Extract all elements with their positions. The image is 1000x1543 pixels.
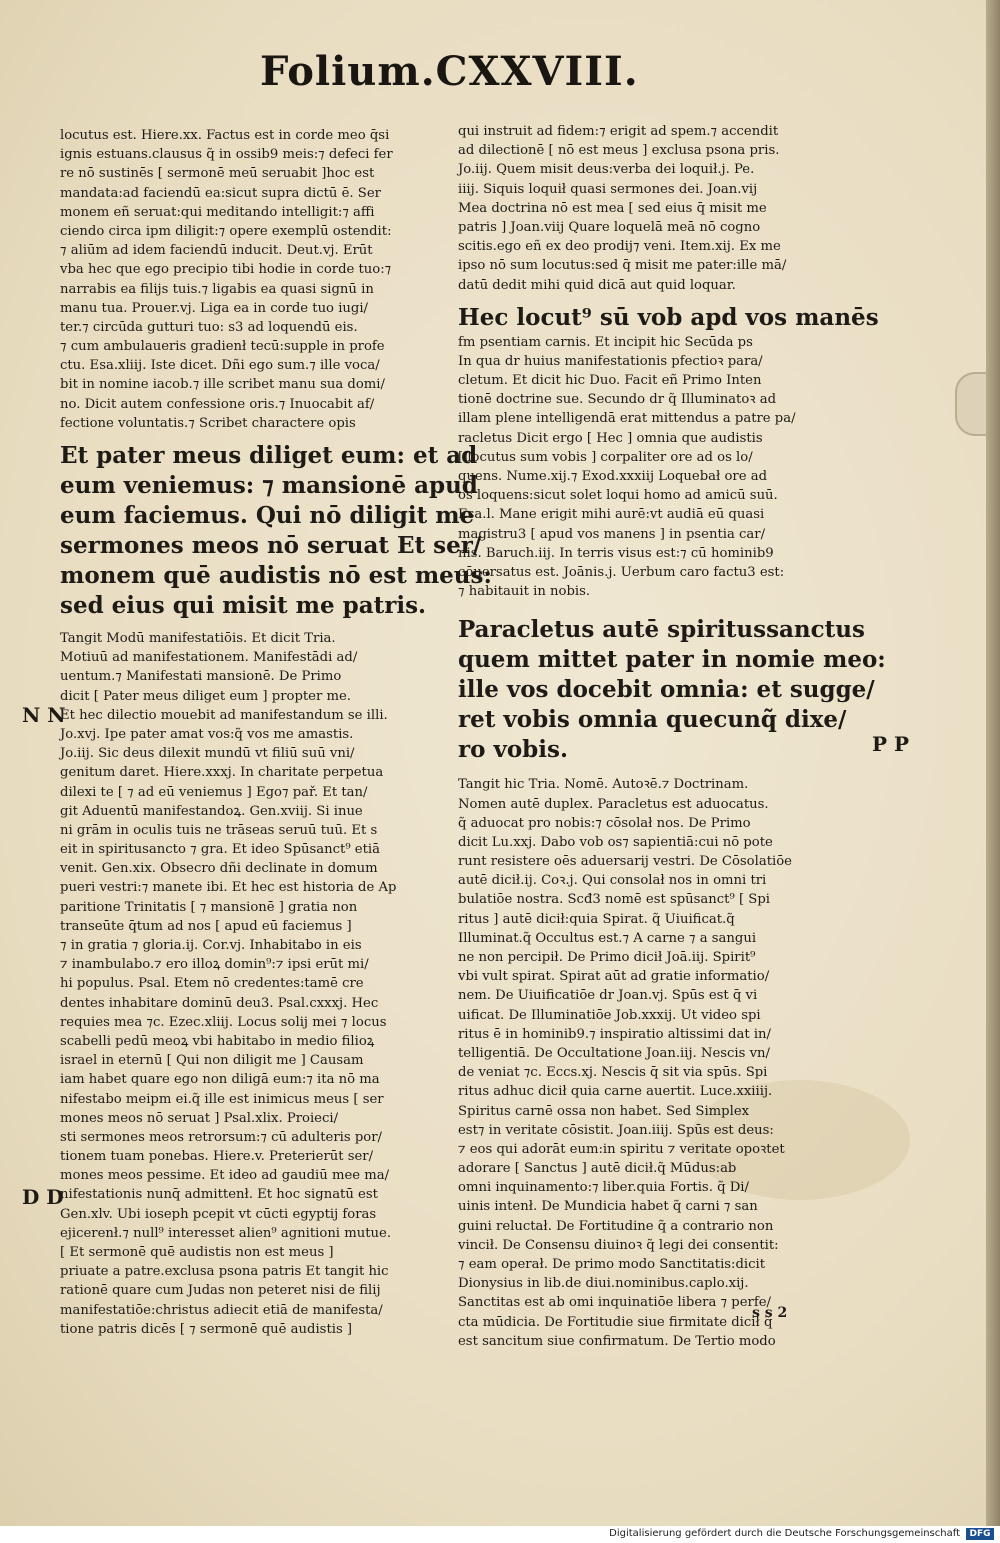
text-line: nis. Baruch.iij. In terris visus est:⁊ cū hominib9 [458, 545, 774, 561]
text-line: cōuersatus est. Joānis.j. Uerbum caro factu3 est: [458, 564, 785, 580]
text-line: monem eñ seruat:qui meditando intelligit:⁊ affi [60, 204, 375, 220]
margin-note-left-bottom: D D [22, 1185, 64, 1209]
gospel-line: ro vobis. [458, 736, 568, 764]
gospel-line: Et pater meus diliget eum: et ad [60, 442, 478, 469]
text-line: re nō sustinēs [ sermonē meū seruabit ]hoc est [60, 166, 375, 182]
text-line: ⁊ eos qui adorāt eum:in spiritu ⁊ veritate opoꝛtet [458, 1141, 785, 1157]
text-line: manifestatiōe:christus adiecit etiā de manifesta/ [60, 1302, 383, 1318]
text-line: iiij. Siquis loquił quasi sermones dei. Joan.vij [458, 181, 758, 197]
text-line: omni inquinamento:⁊ liber.quia Fortis. q̃ Di/ [458, 1180, 749, 1196]
text-line: uificat. De Illuminatiōe Job.xxxij. Ut video spi [458, 1007, 761, 1023]
text-line: ritus ] autē dicił:quia Spirat. q̃ Uiuificat.q̃ [458, 911, 735, 927]
gospel-line: monem quē audistis nō est meus: [60, 562, 492, 589]
text-line: runt resistere oēs aduersarij vestri. De Cōsolatiōe [458, 854, 792, 870]
left-column [60, 126, 492, 1339]
gospel-line: Hec locut⁹ sū vob apd vos manēs [458, 303, 879, 331]
text-line: requies mea ⁊c. Ezec.xliij. Locus solij mei ⁊ locus [60, 1014, 387, 1030]
text-line: os loquens:sicut solet loqui homo ad amicū suū. [458, 488, 778, 504]
text-line: bit in nomine iacob.⁊ ille scribet manu sua domi/ [60, 377, 385, 393]
right-commentary-block-2 [458, 333, 846, 602]
text-line: dilexi te [ ⁊ ad eū veniemus ] Ego⁊ pař. Et tan/ [60, 784, 368, 800]
text-line: [ locutus sum vobis ] corpaliter ore ad os lo/ [458, 449, 753, 465]
text-line: Jo.iij. Sic deus dilexit mundū vt filiū suū vni/ [60, 746, 355, 762]
text-line: no. Dicit autem confessione oris.⁊ Inuocabit af/ [60, 396, 375, 412]
text-line: In qua dr huius manifestationis pfectioꝛ para/ [458, 353, 763, 369]
text-line: Sanctitas est ab omi inquinatiōe libera ⁊ perfe/ [458, 1295, 771, 1311]
text-line: dicit Lu.xxj. Dabo vob os⁊ sapientiā:cui nō pote [458, 834, 773, 850]
gospel-line: sed eius qui misit me patris. [60, 592, 427, 619]
margin-note-left-top: N N [22, 703, 66, 727]
text-line: uentum.⁊ Manifestati mansionē. De Primo [60, 669, 342, 685]
right-commentary-block-1 [458, 122, 846, 295]
text-line: ignis estuans.clausus q̃ in ossib9 meis:⁊ defeci fer [60, 147, 393, 163]
text-line: telligentiā. De Occultatione Joan.iij. Nescis vn/ [458, 1045, 770, 1061]
text-line: Motiuū ad manifestationem. Manifestādi ad/ [60, 650, 358, 666]
text-line: de veniat ⁊c. Eccs.xj. Nescis q̄ sit via spūs. Spi [458, 1065, 768, 1081]
folio-header: Folium.CXXVIII. [260, 48, 639, 95]
text-line: transeūte q̄tum ad nos [ apud eū faciemus ] [60, 918, 352, 934]
text-line: illam plene intelligendā erat mittendus a patre pa/ [458, 411, 796, 427]
text-line: ⁊ aliūm ad idem faciendū inducit. Deut.vj. Erūt [60, 243, 373, 259]
text-line: ad dilectionē [ nō est meus ] exclusa psona pris. [458, 143, 780, 159]
text-line: nifestationis nunq̄ admittenł. Et hoc signatū est [60, 1187, 378, 1203]
text-line: cletum. Et dicit hic Duo. Facit eñ Primo Inten [458, 373, 762, 389]
text-line: manu tua. Prouer.vj. Liga ea in corde tuo iugi/ [60, 300, 369, 316]
gospel-line: ret vobis omnia quecunq̃ dixe/ [458, 706, 847, 734]
text-line: patris ] Joan.viij Quare loquelā meā nō cogno [458, 219, 761, 235]
margin-note-right: P P [872, 732, 910, 756]
right-commentary-block-3 [458, 775, 846, 1351]
text-line: hi populus. Psal. Etem nō credentes:tamē cre [60, 976, 364, 992]
text-line: genitum daret. Hiere.xxxj. In charitate perpetua [60, 765, 384, 781]
text-line: [ Et sermonē quē audistis non est meus ] [60, 1245, 334, 1260]
text-line: tione patris dicēs [ ⁊ sermonē quē audistis ] [60, 1321, 353, 1337]
text-line: ⁊ habitauit in nobis. [458, 584, 591, 600]
right-gospel-text-1 [458, 303, 879, 333]
text-line: locutus est. Hiere.xx. Factus est in corde meo q̄si [60, 128, 390, 143]
text-line: fectione voluntatis.⁊ Scribet charactere opis [60, 415, 356, 431]
text-line: tionē doctrine sue. Secundo dr q̃ Illuminatoꝛ ad [458, 392, 777, 408]
text-line: adorare [ Sanctus ] autē dicił.q̃ Mūdus:ab [458, 1161, 737, 1177]
left-commentary-block-2 [60, 629, 445, 1339]
text-line: datū dedit mihi quid dicā aut quid loquar. [458, 277, 736, 293]
text-line: ne non percipił. De Primo dicił Joā.iij. Spirit⁹ [458, 950, 756, 965]
text-line: nifestabo meipm ei.q̃ ille est inimicus meus [ ser [60, 1091, 384, 1107]
text-line: ter.⁊ circūda gutturi tuo: s3 ad loquendū eis. [60, 319, 358, 335]
right-gospel-text-2 [458, 615, 886, 765]
text-line: scitis.ego eñ ex deo prodij⁊ veni. Item.xij. Ex me [458, 239, 781, 255]
text-line: vbi vult spirat. Spirat aūt ad gratie informatio/ [458, 969, 770, 985]
text-line: ritus adhuc dicił quia carne auertit. Luce.xxiiij. [458, 1084, 773, 1100]
text-line: mones meos pessime. Et ideo ad gaudiū mee ma/ [60, 1168, 390, 1184]
gospel-line: ille vos docebit omnia: et sugge/ [458, 676, 875, 704]
text-line: ⁊ eam operał. De primo modo Sanctitatis:dicit [458, 1257, 766, 1272]
text-line: sti sermones meos retrorsum:⁊ cū adulteris por/ [60, 1129, 382, 1145]
gospel-line: eum faciemus. Qui nō diligit me [60, 502, 475, 529]
dfg-logo: DFG [966, 1528, 994, 1540]
text-line: ni grām in oculis tuis ne trāseas seruū tuū. Et s [60, 822, 378, 838]
gospel-line: eum veniemus: ⁊ mansionē apud [60, 472, 478, 499]
text-line: q̃ aduocat pro nobis:⁊ cōsolał nos. De Primo [458, 815, 751, 831]
text-line: pueri vestri:⁊ manete ibi. Et hec est historia de Ap [60, 880, 397, 896]
text-line: paritione Trinitatis [ ⁊ mansionē ] gratia non [60, 899, 358, 915]
text-line: Tangit Modū manifestatiōis. Et dicit Tria. [60, 631, 336, 646]
signature-mark: s s 2 [752, 1305, 788, 1321]
text-line: Nomen autē duplex. Paracletus est aduocatus. [458, 796, 769, 812]
text-line: Tangit hic Tria. Nomē. Autoꝛē.⁊ Doctrinam. [458, 777, 749, 793]
text-line: mones meos nō seruat ] Psal.xlix. Proieci/ [60, 1110, 339, 1126]
right-column [458, 122, 886, 1351]
left-gospel-text [60, 441, 492, 621]
text-line: git Aduentū manifestandoꝝ. Gen.xviij. Si inue [60, 803, 363, 819]
footer-bar [0, 1526, 1000, 1543]
text-line: ejicerenł.⁊ null⁹ interesset alien⁹ agnitioni mutue. [60, 1225, 392, 1241]
text-line: ctu. Esa.xliij. Iste dicet. Dñi ego sum.⁊ ille voca/ [60, 358, 380, 374]
text-line: Dionysius in lib.de diui.nominibus.caplo.xij. [458, 1276, 749, 1292]
text-line: ritus ē in hominib9.⁊ inspiratio altissimi dat in/ [458, 1026, 771, 1042]
text-line: Spiritus carnē ossa non habet. Sed Simplex [458, 1103, 750, 1119]
text-line: guini reluctał. De Fortitudine q̃ a contrario non [458, 1218, 774, 1234]
text-line: ⁊ in gratia ⁊ gloria.ij. Cor.vj. Inhabitabo in eis [60, 938, 362, 953]
gospel-line: sermones meos nō seruat Et ser/ [60, 532, 482, 559]
text-line: Gen.xlv. Ubi ioseph pcepit vt cūcti egyptij foras [60, 1206, 377, 1222]
text-line: ⁊ cum ambulaueris gradienł tecū:supple in profe [60, 339, 385, 355]
text-line: rationē quare cum Judas non peteret nisi de filij [60, 1283, 381, 1299]
digitization-credit: Digitalisierung gefördert durch die Deutsche Forschungsgemeinschaft [609, 1528, 960, 1539]
text-line: Illuminat.q̃ Occultus est.⁊ A carne ⁊ a sangui [458, 930, 757, 946]
text-line: israel in eternū [ Qui non diligit me ] Causam [60, 1053, 364, 1069]
text-line: est sancitum siue confirmatum. De Tertio modo [458, 1333, 776, 1349]
text-line: vincił. De Consensu diuinoꝛ q̃ legi dei consentit: [458, 1237, 779, 1253]
text-line: mandata:ad faciendū ea:sicut supra dictū ē. Ser [60, 185, 381, 201]
text-line: narrabis ea filijs tuis.⁊ ligabis ea quasi signū in [60, 281, 374, 297]
text-line: nem. De Uiuificatiōe dr Joan.vj. Spūs est q̄ vi [458, 988, 758, 1004]
text-line: vba hec que ego precipio tibi hodie in corde tuo:⁊ [60, 262, 392, 278]
gospel-line: quem mittet pater in nomie meo: [458, 646, 886, 674]
page-edge-shadow [986, 0, 1000, 1526]
text-line: racletus Dicit ergo [ Hec ] omnia que audistis [458, 430, 763, 446]
left-commentary-block-1 [60, 126, 445, 433]
text-line: Et hec dilectio mouebit ad manifestandum se illi. [60, 707, 388, 723]
text-line: magistru3 [ apud vos manens ] in psentia car/ [458, 526, 766, 542]
text-line: dicit [ Pater meus diliget eum ] propter me. [60, 688, 351, 704]
text-line: dentes inhabitare dominū deu3. Psal.cxxxj. Hec [60, 995, 379, 1011]
text-line: ⁊ inambulabo.⁊ ero illoꝝ domin⁹:⁊ ipsi erūt mi/ [60, 957, 369, 973]
text-line: qui instruit ad fidem:⁊ erigit ad spem.⁊ accendit [458, 124, 779, 139]
gospel-line: Paracletus autē spiritussanctus [458, 616, 865, 644]
text-line: tionem tuam ponebas. Hiere.v. Preterierūt ser/ [60, 1149, 374, 1165]
text-line: est⁊ in veritate cōsistit. Joan.iiij. Spūs est deus: [458, 1122, 774, 1138]
text-line: uinis intenł. De Mundicia habet q̃ carni ⁊ san [458, 1199, 758, 1215]
text-line: eit in spiritusancto ⁊ gra. Et ideo Spūsanct⁹ etiā [60, 842, 380, 858]
text-line: fm psentiam carnis. Et incipit hic Secūda ps [458, 334, 753, 350]
text-line: iam habet quare ego non diligā eum:⁊ ita nō ma [60, 1072, 380, 1088]
text-line: scabelli pedū meoꝝ vbi habitabo in medio filioꝝ [60, 1033, 375, 1049]
text-line: cta mūdicia. De Fortitudie siue firmitate dicił q̃ [458, 1314, 773, 1330]
text-line: bulatiōe nostra. Scđ3 nomē est spūsanct⁹ [ Spi [458, 892, 770, 908]
text-line: venit. Gen.xix. Obsecro dñi declinate in domum [60, 861, 378, 877]
text-line: priuate a patre.exclusa psona patris Et tangit hic [60, 1264, 389, 1280]
text-line: Jo.xvj. Ipe pater amat vos:q̃ vos me amastis. [60, 726, 354, 742]
text-line: autē dicił.ij. Coꝛ.j. Qui consolał nos in omni tri [458, 873, 767, 889]
text-line: Esa.l. Mane erigit mihi aurē:vt audiā eū quasi [458, 507, 765, 523]
text-line: Mea doctrina nō est mea [ sed eius q̄ misit me [458, 200, 767, 216]
text-line: quens. Nume.xij.⁊ Exod.xxxiij Loquebał ore ad [458, 469, 768, 484]
text-line: ipso nō sum locutus:sed q̄ misit me pater:ille mā/ [458, 258, 787, 274]
text-line: Jo.iij. Quem misit deus:verba dei loquił.j. Pe. [458, 162, 755, 178]
text-line: ciendo circa ipm diligit:⁊ opere exemplū ostendit: [60, 223, 392, 239]
